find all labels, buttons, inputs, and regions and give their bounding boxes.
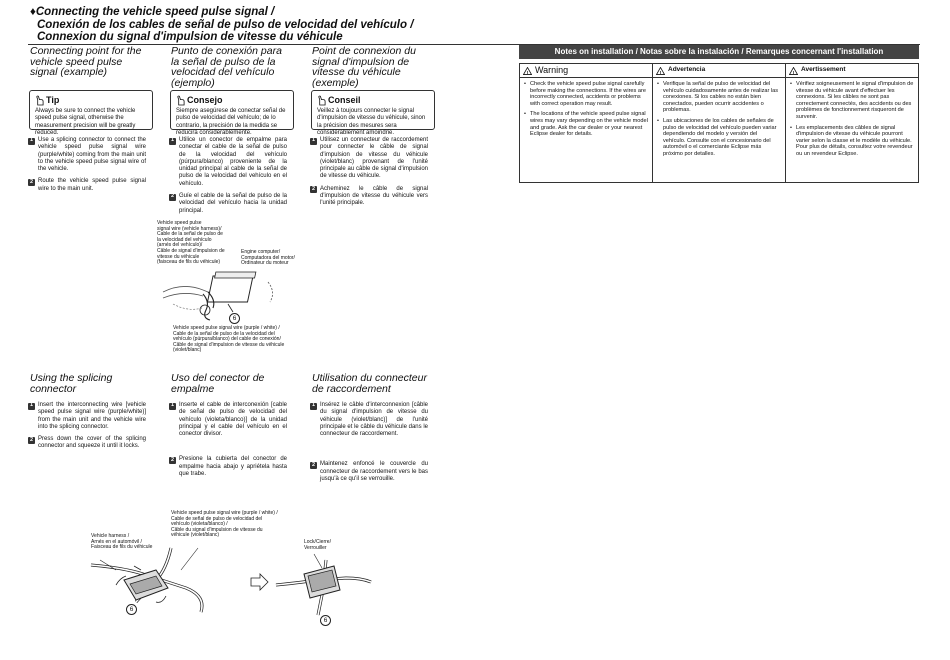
list-item: • Verifique la señal de pulso de velocidad del vehículo cuidadosamente antes de realizar las conexiones. Si los cables no están bien conectados, pueden ocurrir accidentes o problemas.: [657, 81, 779, 114]
en-steps: [28, 137, 146, 198]
list-item: • Les emplacements des câbles de signal d'impulsion de vitesse du véhicule pourront varier selon la classe et le modèle du véhicule. Pour plus de détails, consultez votre revendeur ou un revendeur Eclipse.: [790, 124, 913, 157]
title-line-3: Connexion du signal d'impulsion de vitesse du véhicule: [37, 31, 343, 43]
list-item: • Check the vehicle speed pulse signal carefully before making the connections. If the wires are incorrectly connected, accidents or problems with correct operation may result.: [524, 81, 646, 107]
step-number: 2: [29, 178, 34, 185]
engine-computer-diagram: [158, 262, 278, 334]
fr-section-title: Point de connexion du signal d'impulsion de vitesse du véhicule (exemple): [312, 45, 416, 89]
callout-number-left: 6: [126, 604, 137, 615]
fr-tip-label: Conseil: [328, 94, 361, 105]
notes-col-en: ! Warning • Check the vehicle speed pulse signal carefully before making the connections. If the wires are incorrectly connected, accidents or problems with correct operation may result. • The locations of the vehicle speed pulse signal wires may vary depending on the vehicle model and grade. Ask the car dealer or your nearest Eclipse dealer for details.: [520, 64, 653, 182]
notes-title-bar: Notes on installation / Notas sobre la instalación / Remarques concernant l'installation: [519, 45, 919, 59]
es-splice-steps: [169, 402, 287, 483]
step-number: 1: [311, 137, 316, 144]
step-number: 2: [311, 461, 316, 468]
warning-icon: [523, 67, 532, 75]
fr-splice-title: Utilisation du connecteur de raccordement: [312, 372, 427, 395]
step-item: 2 Maintenez enfoncé le couvercle du connecteur de raccordement vers le bas jusqu'à ce qu'il se verrouille.: [311, 461, 428, 483]
lock-label: Lock/Cierre/ Verrouiller: [304, 539, 331, 551]
callout-number-right: 6: [320, 615, 331, 626]
svg-text:!: !: [659, 70, 662, 75]
step-number: 2: [170, 193, 175, 200]
wire-harness-label: Vehicle speed pulse signal wire (vehicle harness)/ Cable de la señal de pulso de la velocidad del vehículo (arnés del vehículo)/ Câble de signal d'impulsion de vitesse du véhicule (faisceau de fils du véhicule): [157, 220, 225, 266]
step-item: 1 Utilice un conector de empalme para conectar el cable de la señal de pulso de la velocidad del vehículo (púrpura/blanco) proveniente de la unidad principal al cable de la señal de pulso de la velocidad del vehículo en el vehículo.: [170, 137, 287, 187]
en-tip-box: [29, 90, 153, 136]
notes-col-fr: ! Avertissement • Vérifiez soigneusement le signal d'impulsion de vitesse du véhicule avant d'effectuer les connexions. Si les câbles ne sont pas correctement connectés, des accidents ou des problèmes de fonctionnement risqueront de survenir. • Les emplacements des câbles de signal d'impulsion de vitesse du véhicule pourront varier selon la classe et le modèle du véhicule. Pour plus de détails, consultez votre revendeur ou un revendeur Eclipse.: [786, 64, 918, 182]
engine-computer-label: Engine computer/ Computadora del motor/ Ordinateur du moteur: [241, 249, 295, 267]
es-splice-title: Uso del conector de empalme: [171, 372, 265, 395]
title-line-1: Connecting the vehicle speed pulse signal /: [35, 6, 275, 18]
fr-splice-steps: [310, 402, 428, 488]
svg-text:!: !: [792, 70, 795, 75]
step-item: 2 Presione la cubierta del conector de empalme hacia abajo y apriétela hasta que trabe.: [170, 456, 287, 478]
warning-icon: [789, 67, 798, 75]
callout-number: 6: [229, 313, 240, 324]
warning-icon: [656, 67, 665, 75]
step-item: 2 Press down the cover of the splicing connector and squeeze it until it locks.: [29, 436, 146, 450]
notes-table: [519, 63, 919, 183]
step-number: 1: [170, 402, 175, 409]
bullet-icon: ♦: [30, 6, 36, 18]
fr-tip-box: [311, 90, 435, 136]
fr-tip-text: Veillez à toujours connecter le signal d'impulsion de vitesse du véhicule, sinon la précision des mesures sera considérablement amoindrie.: [317, 108, 426, 136]
vehicle-harness-label: Vehicle harness / Arnés en el automóvil / Faisceau de fils du véhicule: [91, 533, 153, 551]
fr-steps: [310, 137, 428, 213]
step-number: 2: [29, 436, 34, 443]
es-tip-text: Siempre asegúrese de conectar señal de pulso de velocidad del vehículo; de lo contrario, la precisión de la medida se reducirá considerablemente.: [176, 108, 286, 136]
step-item: 1 Use a splicing connector to connect the vehicle speed pulse signal wire (purple/white) coming from the main unit to the vehicle speed pulse signal wire of the vehicle.: [29, 137, 146, 173]
en-splice-steps: [28, 402, 146, 456]
step-item: 1 Inserte el cable de interconexión [cable de señal de pulso de velocidad del vehículo (violeta/blanco)] de la unidad principal y el cable del vehículo en el conector divisor.: [170, 402, 287, 438]
step-number: 2: [311, 186, 316, 193]
en-splice-title: Using the splicing connector: [30, 372, 113, 395]
es-section-title: Punto de conexión para la señal de pulso de la velocidad del vehículo (ejemplo): [171, 45, 282, 89]
title-line-2: Conexión de los cables de señal de pulso de velocidad del vehículo /: [37, 18, 414, 31]
list-item: • Las ubicaciones de los cables de señales de pulso de velocidad del vehículo pueden variar dependiendo del modelo y versión del vehículo. Consulte con el concesionario del automóvil o el comerciante Eclipse más próximo por detalles.: [657, 117, 777, 157]
page-title: [30, 6, 413, 44]
svg-text:!: !: [526, 70, 529, 75]
step-item: 2 Guíe el cable de la señal de pulso de la velocidad del vehículo hacia la unidad principal.: [170, 193, 287, 214]
pointing-hand-icon: [317, 95, 326, 106]
es-steps: [169, 137, 287, 220]
splice-wire-label: Vehicle speed pulse signal wire (purple / white) / Cable de señal de pulso de velocidad del vehículo (violeta/blanco) / Câble du signal d'impulsion de vitesse du véhicule (violet/blanc): [171, 510, 278, 539]
step-number: 1: [170, 137, 175, 144]
step-item: 1 Insérez le câble d'interconnexion [câble du signal d'impulsion de vitesse du véhicule (violet/blanc)] de l'unité principale et le câble du véhicule dans le connecteur de raccordement.: [311, 402, 428, 438]
purple-white-wire-label: Vehicle speed pulse signal wire (purple / white) / Cable de la señal de pulso de la velocidad del vehículo (púrpura/blanco) del cable de conexión/ Câble de signal d'impulsion de vitesse du véhicule (violet/blanc): [173, 325, 285, 354]
es-tip-box: [170, 90, 294, 136]
en-section-title: Connecting point for the vehicle speed pulse signal (example): [30, 45, 142, 78]
notes-col-es: ! Advertencia • Verifique la señal de pulso de velocidad del vehículo cuidadosamente antes de realizar las conexiones. Si los cables no están bien conectados, pueden ocurrir accidentes o problemas. • Las ubicaciones de los cables de señales de pulso de velocidad del vehículo pueden variar dependiendo del modelo y versión del vehículo. Consulte con el concesionario del automóvil o el comerciante Eclipse más próximo por detalles.: [653, 64, 786, 182]
es-tip-label: Consejo: [187, 94, 223, 105]
step-item: 1 Insert the interconnecting wire [vehicle speed pulse signal wire (purple/white)] from the main unit and the vehicle wire into the splicing connector.: [29, 402, 146, 430]
pointing-hand-icon: [35, 95, 44, 106]
step-number: 1: [311, 402, 316, 409]
step-item: 2 Acheminez le câble de signal d'impulsion de vitesse du véhicule vers l'unité principale.: [311, 185, 428, 207]
step-number: 1: [29, 137, 34, 144]
step-item: 1 Utilisez un connecteur de raccordement pour connecter le câble de signal d'impulsion de vitesse du véhicule (violet/blanc) provenant de l'unité principale au câble de signal d'impulsion de vitesse du véhicule.: [311, 137, 428, 180]
step-number: 2: [170, 456, 175, 463]
step-number: 1: [29, 402, 34, 409]
list-item: • The locations of the vehicle speed pulse signal wires may vary depending on the vehicle model and grade. Ask the car dealer or your nearest Eclipse dealer for details.: [524, 111, 648, 138]
step-item: 2 Route the vehicle speed pulse signal wire to the main unit.: [29, 178, 146, 192]
en-tip-text: Always be sure to connect the vehicle speed pulse signal, otherwise the measurement precision will be greatly reduced.: [35, 108, 136, 136]
list-item: • Vérifiez soigneusement le signal d'impulsion de vitesse du véhicule avant d'effectuer les connexions. Si les câbles ne sont pas correctement connectés, des accidents ou des problèmes de fonctionnement risqueront de survenir.: [790, 81, 914, 120]
en-tip-label: Tip: [46, 94, 60, 105]
pointing-hand-icon: [176, 95, 185, 106]
